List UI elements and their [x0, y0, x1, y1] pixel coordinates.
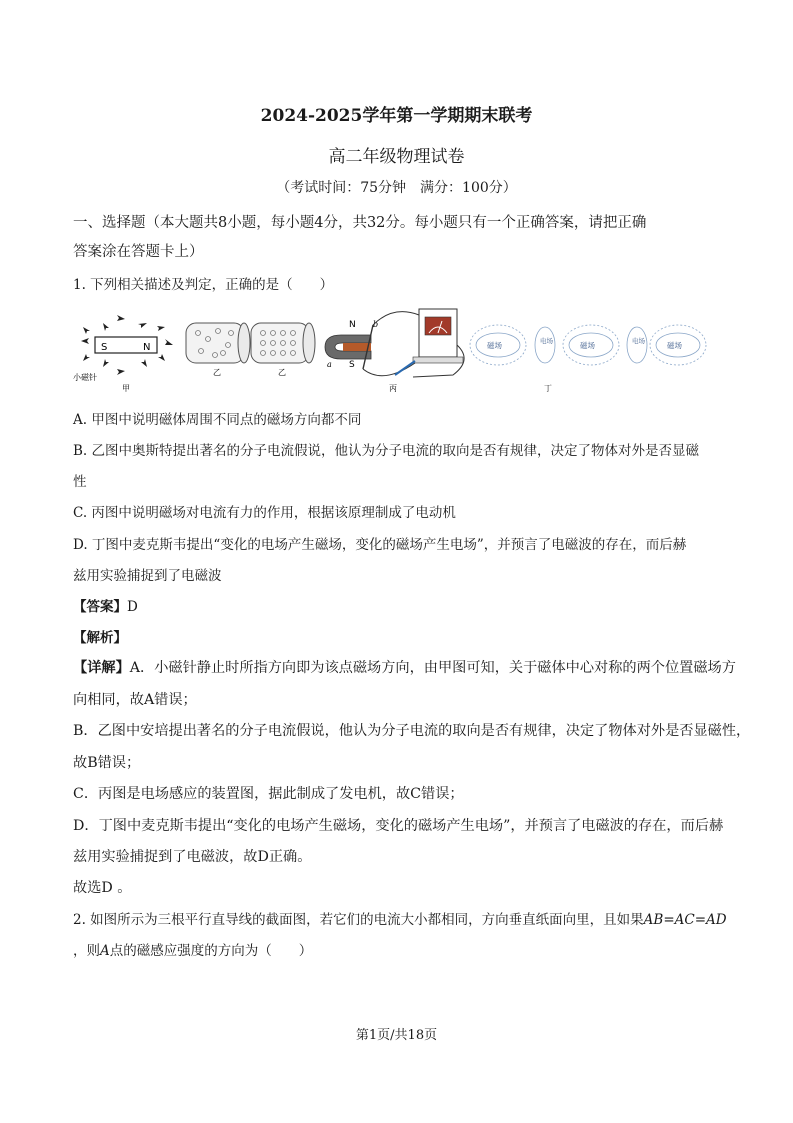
q1-detail-a-line-1	[73, 657, 736, 677]
section-heading-line-1: 一、选择题（本大题共8小题，每小题4分，共32分。每小题只有一个正确答案，请把正确	[73, 215, 647, 231]
figure-yi-cylinders	[186, 323, 315, 377]
svg-text:磁场: 磁场	[487, 341, 502, 350]
svg-text:N: N	[349, 320, 356, 330]
q2-stem-lead: ，则	[73, 943, 100, 959]
q1-detail-a-line-2: 向相同，故A错误；	[73, 692, 197, 708]
q2-equation: AB=AC=AD	[643, 912, 727, 928]
svg-text:甲: 甲	[122, 384, 130, 393]
q1-detail-d-line-2: 兹用实验捕捉到了电磁波，故D正确。	[73, 849, 312, 865]
q1-stem: 1. 下列相关描述及判定，正确的是（ ）	[73, 277, 334, 293]
answer-value: D	[127, 599, 138, 615]
q1-detail-b-line-1: B．乙图中安培提出著名的分子电流假说，他认为分子电流的取向是否有规律，决定了物体对外是否显磁性，	[73, 723, 751, 739]
svg-text:S: S	[349, 360, 355, 370]
svg-text:小磁针: 小磁针	[73, 373, 97, 382]
answer-tag: 【答案】	[73, 599, 127, 615]
figure-bing-generator	[325, 309, 464, 393]
q2-point-var: A	[100, 943, 110, 959]
exam-info: （考试时间：75分钟 满分：100分）	[276, 180, 517, 196]
section-heading-line-2: 答案涂在答题卡上）	[73, 244, 204, 260]
svg-text:b: b	[373, 320, 379, 329]
figure-jia-bar-magnet	[73, 315, 173, 393]
q2-stem-tail: 点的磁感应强度的方向为（ ）	[109, 943, 313, 959]
svg-text:N: N	[143, 342, 151, 353]
q1-option-b-line-2: 性	[73, 474, 87, 490]
q2-stem-line-1	[73, 908, 727, 928]
q1-analysis-tag: 【解析】	[73, 630, 127, 646]
q2-stem-line-2	[73, 939, 312, 959]
svg-text:乙: 乙	[278, 368, 286, 377]
q1-option-c: C. 丙图中说明磁场对电流有力的作用，根据该原理制成了电动机	[73, 505, 456, 521]
figure-ding-em-wave	[470, 325, 706, 393]
q1-option-b-line-1: B. 乙图中奥斯特提出著名的分子电流假说，他认为分子电流的取向是否有规律，决定了物体对外是否显磁	[73, 443, 700, 459]
svg-text:a: a	[327, 360, 332, 369]
svg-text:电场: 电场	[540, 337, 553, 345]
svg-text:磁场: 磁场	[667, 341, 682, 350]
q1-detail-d-line-1: D．丁图中麦克斯韦提出“变化的电场产生磁场，变化的磁场产生电场”，并预言了电磁波的存在，而后赫	[73, 818, 724, 834]
q1-detail-c: C．丙图是电场感应的装置图，据此制成了发电机，故C错误；	[73, 786, 464, 802]
svg-text:丙: 丙	[389, 384, 397, 393]
exam-subtitle: 高二年级物理试卷	[328, 147, 465, 167]
svg-text:S: S	[101, 342, 108, 353]
q1-option-a: A. 甲图中说明磁体周围不同点的磁场方向都不同	[73, 412, 362, 428]
exam-title: 2024-2025学年第一学期期末联考	[260, 106, 533, 126]
svg-text:丁: 丁	[544, 384, 552, 393]
svg-text:电场: 电场	[632, 337, 645, 345]
q2-stem-text: 2. 如图所示为三根平行直导线的截面图，若它们的电流大小都相同，方向垂直纸面向里，且如果	[73, 912, 644, 928]
svg-text:磁场: 磁场	[580, 341, 595, 350]
svg-text:乙: 乙	[213, 368, 221, 377]
q1-option-d-line-2: 兹用实验捕捉到了电磁波	[73, 568, 222, 584]
q1-option-d-line-1: D. 丁图中麦克斯韦提出“变化的电场产生磁场，变化的磁场产生电场”，并预言了电磁波的存在，而后赫	[73, 537, 687, 553]
q1-detail-b-line-2: 故B错误；	[73, 755, 141, 771]
q1-figure	[73, 305, 682, 395]
detail-a-text: A．小磁针静止时所指方向即为该点磁场方向，由甲图可知，关于磁体中心对称的两个位置磁场方	[129, 660, 736, 676]
q1-answer	[73, 595, 138, 615]
detail-tag: 【详解】	[73, 660, 130, 676]
page-footer: 第1页/共18页	[355, 1028, 438, 1043]
q1-conclusion: 故选D 。	[73, 880, 132, 896]
